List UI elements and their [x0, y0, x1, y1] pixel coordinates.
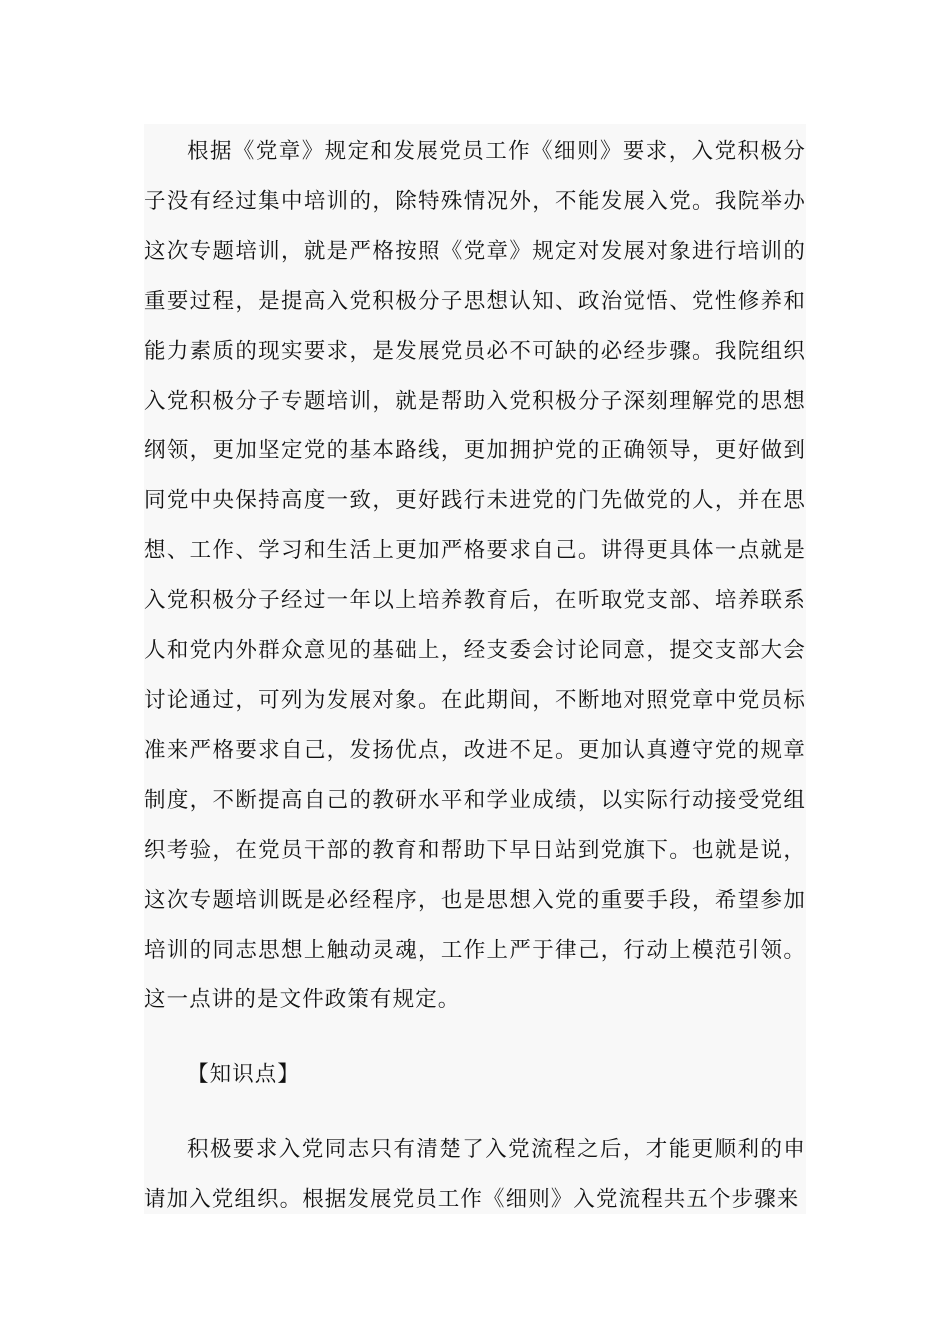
document-text-block — [144, 124, 806, 1214]
body-paragraph-1: 根据《党章》规定和发展党员工作《细则》要求，入党积极分子没有经过集中培训的，除特殊情况外，不能发展入党。我院举办这次专题培训，就是严格按照《党章》规定对发展对象进行培训的重要过程，是提高入党积极分子思想认知、政治觉悟、党性修养和能力素质的现实要求，是发展党员必不可缺的必经步骤。我院组织入党积极分子专题培训，就是帮助入党积极分子深刻理解党的思想纲领，更加坚定党的基本路线，更加拥护党的正确领导，更好做到同党中央保持高度一致，更好践行未进党的门先做党的人，并在思想、工作、学习和生活上更加严格要求自己。讲得更具体一点就是入党积极分子经过一年以上培养教育后，在听取党支部、培养联系人和党内外群众意见的基础上，经支委会讨论同意，提交支部大会讨论通过，可列为发展对象。在此期间，不断地对照党章中党员标准来严格要求自己，发扬优点，改进不足。更加认真遵守党的规章制度，不断提高自己的教研水平和学业成绩，以实际行动接受党组织考验，在党员干部的教育和帮助下早日站到党旗下。也就是说，这次专题培训既是必经程序，也是思想入党的重要手段，希望参加培训的同志思想上触动灵魂，工作上严于律己，行动上模范引领。这一点讲的是文件政策有规定。 — [144, 139, 806, 1013]
body-paragraph-2: 积极要求入党同志只有清楚了入党流程之后，才能更顺利的申请加入党组织。根据发展党员工作《细则》入党流程共五个步骤来 — [144, 1137, 806, 1213]
section-heading: 【知识点】 — [187, 1062, 301, 1088]
